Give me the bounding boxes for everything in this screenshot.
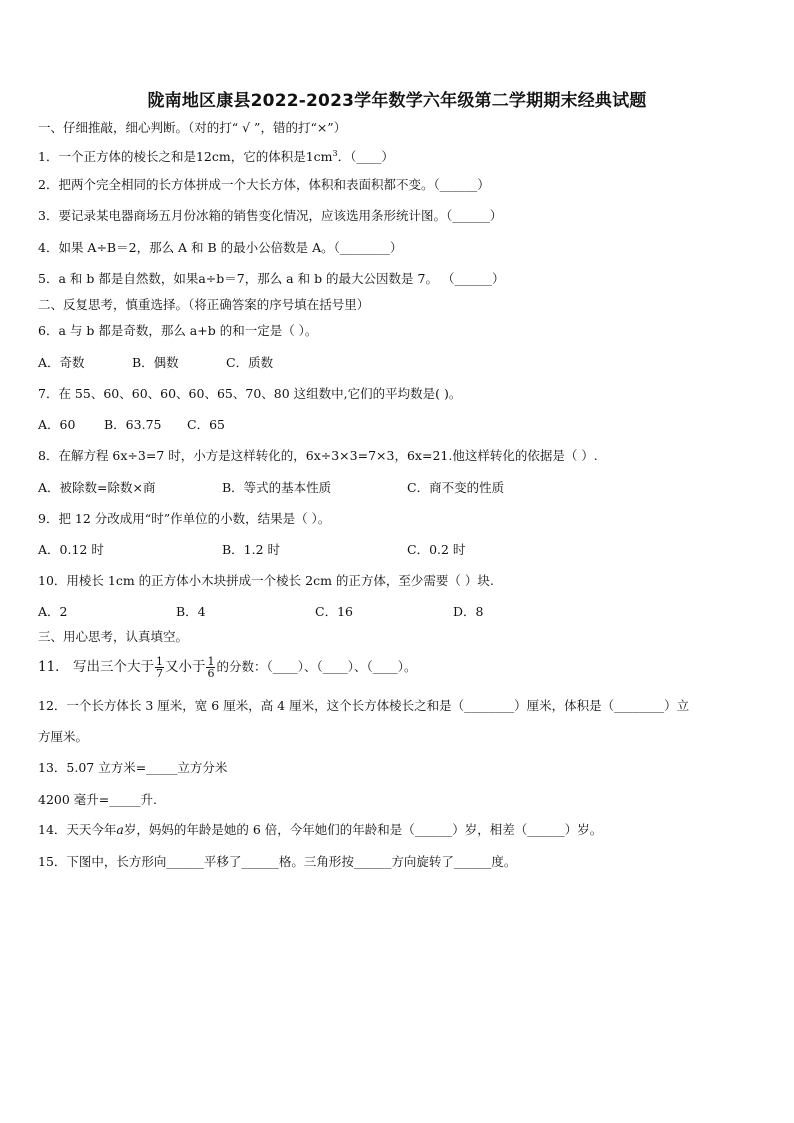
question-8: 8．在解方程 6x÷3=7 时，小方是这样转化的，6x÷3×3=7×3，6x=21.他这样转化的依据是（ ）.: [38, 448, 598, 463]
question-13-line-1: 13．5.07 立方米=_____立方分米: [38, 760, 228, 775]
fraction-denominator: 7: [155, 667, 163, 680]
question-12-line-1: 12．一个长方体长 3 厘米，宽 6 厘米，高 4 厘米，这个长方体棱长之和是（________）厘米，体积是（________）立: [38, 698, 690, 713]
question-2: 2．把两个完全相同的长方体拼成一个大长方体，体积和表面积都不变。（______）: [38, 177, 490, 192]
q10-option-d: D．8: [453, 604, 484, 619]
q8-option-b: B．等式的基本性质: [222, 480, 332, 495]
fraction-numerator: 1: [155, 655, 163, 668]
question-4: 4．如果 A÷B＝2，那么 A 和 B 的最小公倍数是 A。（________）: [38, 240, 403, 255]
q9-option-b: B．1.2 时: [222, 542, 281, 557]
fraction-one-seventh: [155, 656, 164, 679]
question-14: [38, 822, 602, 838]
q1-superscript: 3: [332, 149, 338, 158]
q10-option-c: C．16: [315, 604, 353, 619]
q14-text-post: 岁，妈妈的年龄是她的 6 倍，今年她们的年龄和是（______）岁，相差（______）岁。: [123, 822, 603, 837]
section-1-heading: 一、仔细推敲，细心判断。（对的打“ √ ”，错的打“×”）: [38, 120, 347, 135]
question-15: 15．下图中，长方形向______平移了______格。三角形按______方向旋转了______度。: [38, 854, 517, 869]
fraction-numerator: 1: [207, 655, 215, 668]
question-10: 10．用棱长 1cm 的正方体小木块拼成一个棱长 2cm 的正方体，至少需要（ ）块.: [38, 573, 494, 588]
fraction-denominator: 6: [207, 667, 215, 680]
q10-option-b: B．4: [176, 604, 206, 619]
q7-option-a: A．60: [38, 417, 76, 432]
q6-option-c: C．质数: [226, 355, 274, 370]
question-6: 6．a 与 b 都是奇数，那么 a+b 的和一定是（ ）。: [38, 323, 318, 338]
q1-text: 1．一个正方体的棱长之和是12cm，它的体积是1cm: [38, 149, 333, 165]
q6-option-a: A．奇数: [38, 355, 85, 370]
q9-option-a: A．0.12 时: [38, 542, 104, 557]
question-1: [38, 146, 394, 165]
page-title: 陇南地区康县2022-2023学年数学六年级第二学期期末经典试题: [147, 91, 647, 111]
q11-text-pre: 11． 写出三个大于: [38, 659, 154, 675]
question-11: [38, 656, 417, 679]
q1-blank: ．（____）: [337, 149, 394, 165]
section-3-heading: 三、用心思考，认真填空。: [38, 629, 189, 644]
q8-option-c: C．商不变的性质: [407, 480, 505, 495]
section-2-heading: 二、反复思考，慎重选择。（将正确答案的序号填在括号里）: [38, 297, 370, 312]
question-5: 5．a 和 b 都是自然数，如果a÷b＝7，那么 a 和 b 的最大公因数是 7。 （______）: [38, 271, 505, 286]
question-9: 9．把 12 分改成用“时”作单位的小数，结果是（ ）。: [38, 511, 331, 526]
question-12-line-2: 方厘米。: [38, 729, 89, 744]
q11-text-mid: 又小于: [164, 659, 206, 675]
question-7: 7．在 55、60、60、60、60、65、70、80 这组数中,它们的平均数是( )。: [38, 386, 462, 401]
q14-text-pre: 14．天天今年: [38, 822, 117, 837]
question-13-line-2: 4200 毫升=_____升.: [38, 792, 157, 807]
q9-option-c: C．0.2 时: [407, 542, 466, 557]
q6-option-b: B．偶数: [132, 355, 179, 370]
fraction-one-sixth: [206, 656, 215, 679]
q7-option-c: C．65: [187, 417, 225, 432]
question-3: 3．要记录某电器商场五月份冰箱的销售变化情况，应该选用条形统计图。（______）: [38, 208, 503, 223]
q11-text-post: 的分数：（____）、（____）、（____）。: [216, 659, 417, 674]
q7-option-b: B．63.75: [104, 417, 162, 432]
q14-variable: a: [116, 822, 124, 837]
q8-option-a: A．被除数=除数×商: [38, 480, 156, 495]
q10-option-a: A．2: [38, 604, 68, 619]
